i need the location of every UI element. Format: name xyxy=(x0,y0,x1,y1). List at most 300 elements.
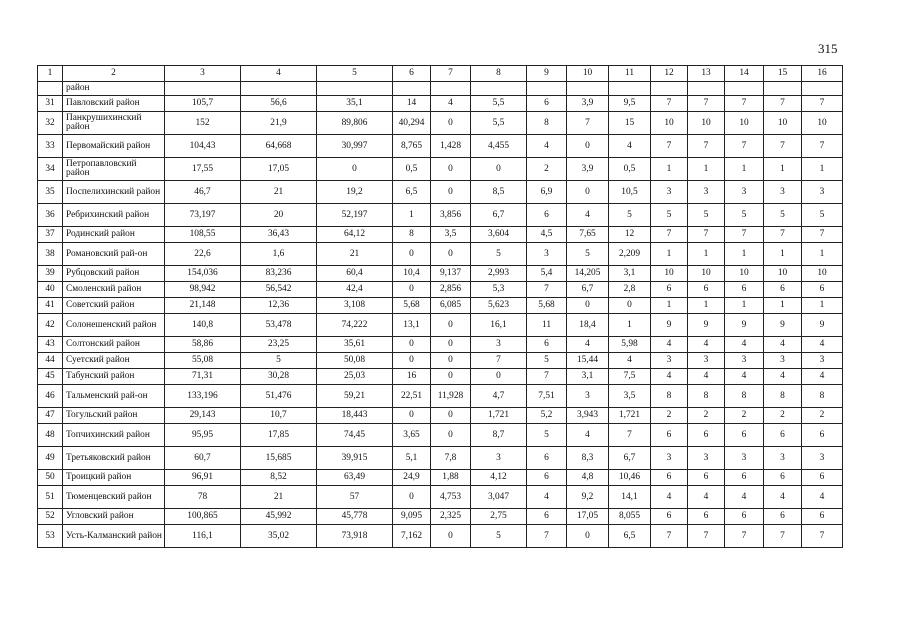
table-cell: 4 xyxy=(567,337,609,353)
table-cell: 7 xyxy=(764,227,802,243)
table-cell: 5 xyxy=(317,66,393,82)
table-cell: 5,623 xyxy=(471,298,527,314)
table-cell: 6 xyxy=(527,470,567,486)
table-cell: 6 xyxy=(725,282,764,298)
table-cell: 12,36 xyxy=(241,298,317,314)
table-cell: 7 xyxy=(764,135,802,158)
table-cell: 9 xyxy=(802,314,843,337)
table-cell: 32 xyxy=(38,112,63,135)
table-cell: 7 xyxy=(651,227,688,243)
table-cell: 100,865 xyxy=(165,509,241,525)
table-cell: 105,7 xyxy=(165,96,241,112)
table-cell: Романовский рай-он xyxy=(63,243,165,266)
table-cell: 4 xyxy=(764,486,802,509)
table-cell: 7 xyxy=(802,96,843,112)
table-cell: 8 xyxy=(725,385,764,408)
table-cell: 24,9 xyxy=(393,470,431,486)
table-cell: 8 xyxy=(393,227,431,243)
table-cell: 5,1 xyxy=(393,447,431,470)
table-cell xyxy=(241,82,317,96)
table-cell: 9 xyxy=(651,314,688,337)
table-cell: 17,05 xyxy=(241,158,317,181)
table-cell: 0 xyxy=(393,486,431,509)
table-cell: 7 xyxy=(527,282,567,298)
table-cell: 7 xyxy=(764,525,802,548)
table-cell: 5,2 xyxy=(527,408,567,424)
table-body xyxy=(38,66,843,548)
table-cell: 0 xyxy=(431,337,471,353)
table-cell: 15 xyxy=(609,112,651,135)
table-cell: 108,55 xyxy=(165,227,241,243)
table-cell: 52 xyxy=(38,509,63,525)
table-cell: 1 xyxy=(764,158,802,181)
table-cell: 15,685 xyxy=(241,447,317,470)
table-cell: 7 xyxy=(688,135,725,158)
table-cell: 9 xyxy=(725,314,764,337)
table-cell: 6 xyxy=(764,424,802,447)
table-cell xyxy=(802,82,843,96)
table-cell: 3 xyxy=(802,353,843,369)
table-cell: 6 xyxy=(651,282,688,298)
table-row xyxy=(38,470,843,486)
table-cell: 4 xyxy=(651,337,688,353)
table-cell: 83,236 xyxy=(241,266,317,282)
table-cell: 36,43 xyxy=(241,227,317,243)
table-cell: 0 xyxy=(431,369,471,385)
table-cell: 7 xyxy=(725,525,764,548)
table-cell xyxy=(764,82,802,96)
table-cell: 1 xyxy=(802,298,843,314)
table-cell: 74,45 xyxy=(317,424,393,447)
table-cell: 4 xyxy=(567,424,609,447)
table-cell: 0,5 xyxy=(393,158,431,181)
table-row xyxy=(38,227,843,243)
table-cell: 6 xyxy=(651,509,688,525)
table-cell: 3,856 xyxy=(431,204,471,227)
table-cell: 44 xyxy=(38,353,63,369)
table-cell: 23,25 xyxy=(241,337,317,353)
table-cell: Советский район xyxy=(63,298,165,314)
table-cell: 3 xyxy=(725,447,764,470)
table-cell: 9,5 xyxy=(609,96,651,112)
table-cell: 21,148 xyxy=(165,298,241,314)
table-cell: 0 xyxy=(431,181,471,204)
table-cell: 5 xyxy=(725,204,764,227)
table-row xyxy=(38,353,843,369)
table-cell: 2 xyxy=(63,66,165,82)
table-cell: 10,5 xyxy=(609,181,651,204)
table-cell: 6 xyxy=(393,66,431,82)
table-cell: 4 xyxy=(527,135,567,158)
table-cell: 10 xyxy=(725,112,764,135)
table-cell: 8,765 xyxy=(393,135,431,158)
table-cell: Петропавловский район xyxy=(63,158,165,181)
table-cell: 98,942 xyxy=(165,282,241,298)
table-cell: 0 xyxy=(567,181,609,204)
table-row xyxy=(38,369,843,385)
table-cell: 5 xyxy=(609,204,651,227)
table-cell: 2 xyxy=(802,408,843,424)
table-cell: 63,49 xyxy=(317,470,393,486)
table-cell: 2 xyxy=(688,408,725,424)
table-cell: 45,778 xyxy=(317,509,393,525)
table-cell: 2,209 xyxy=(609,243,651,266)
table-cell: 3,5 xyxy=(609,385,651,408)
table-cell: 21 xyxy=(317,243,393,266)
table-cell: 46 xyxy=(38,385,63,408)
table-cell: 9,2 xyxy=(567,486,609,509)
table-cell: 1 xyxy=(802,243,843,266)
table-cell: 64,12 xyxy=(317,227,393,243)
table-cell: 55,08 xyxy=(165,353,241,369)
table-cell: 5 xyxy=(802,204,843,227)
table-cell: 4,8 xyxy=(567,470,609,486)
table-cell: 4 xyxy=(725,369,764,385)
table-row xyxy=(38,525,843,548)
table-cell: 2,325 xyxy=(431,509,471,525)
table-cell: 3 xyxy=(567,385,609,408)
table-cell: 6 xyxy=(527,509,567,525)
table-cell: 52,197 xyxy=(317,204,393,227)
table-cell: 3 xyxy=(651,353,688,369)
table-cell: 7,8 xyxy=(431,447,471,470)
table-cell: Ребрихинский район xyxy=(63,204,165,227)
table-cell: 6 xyxy=(802,282,843,298)
table-cell: 7 xyxy=(725,96,764,112)
table-cell: 4 xyxy=(567,204,609,227)
table-cell: Поспелихинский район xyxy=(63,181,165,204)
table-cell: 3 xyxy=(527,243,567,266)
table-cell: 0 xyxy=(471,158,527,181)
table-cell: 4,5 xyxy=(527,227,567,243)
table-cell: 74,222 xyxy=(317,314,393,337)
table-cell: 7 xyxy=(527,369,567,385)
table-cell: 57 xyxy=(317,486,393,509)
table-cell: 16 xyxy=(393,369,431,385)
table-cell: 7 xyxy=(471,353,527,369)
table-cell: 7 xyxy=(651,96,688,112)
table-cell: 0 xyxy=(431,158,471,181)
table-cell: 8,5 xyxy=(471,181,527,204)
table-cell: 45 xyxy=(38,369,63,385)
table-row xyxy=(38,158,843,181)
table-row xyxy=(38,266,843,282)
table-cell: 3,9 xyxy=(567,158,609,181)
table-cell: 45,992 xyxy=(241,509,317,525)
table-cell: 73,918 xyxy=(317,525,393,548)
table-cell: 5,68 xyxy=(393,298,431,314)
table-cell: 10 xyxy=(688,112,725,135)
table-cell: 3 xyxy=(764,353,802,369)
table-cell: 5 xyxy=(471,243,527,266)
table-cell: 4 xyxy=(431,96,471,112)
table-cell: 47 xyxy=(38,408,63,424)
table-cell: 6 xyxy=(802,470,843,486)
table-cell: 2 xyxy=(651,408,688,424)
table-cell: 8 xyxy=(651,385,688,408)
continuation-row xyxy=(38,82,843,96)
table-cell: 1 xyxy=(688,158,725,181)
table-cell: 30,997 xyxy=(317,135,393,158)
table-row xyxy=(38,96,843,112)
table-cell: 12 xyxy=(651,66,688,82)
table-cell: 10,4 xyxy=(393,266,431,282)
table-cell: 10 xyxy=(802,112,843,135)
table-cell: 1,88 xyxy=(431,470,471,486)
table-cell: 4 xyxy=(241,66,317,82)
table-cell: 3 xyxy=(471,337,527,353)
table-cell: 1,6 xyxy=(241,243,317,266)
table-cell: 6,5 xyxy=(609,525,651,548)
table-cell: 10 xyxy=(764,112,802,135)
table-cell: Суетский район xyxy=(63,353,165,369)
table-cell: 3,65 xyxy=(393,424,431,447)
table-cell: 5,68 xyxy=(527,298,567,314)
table-cell: 8 xyxy=(471,66,527,82)
table-cell: Топчихинский район xyxy=(63,424,165,447)
table-cell: 12 xyxy=(609,227,651,243)
table-cell: 25,03 xyxy=(317,369,393,385)
table-cell: 6,9 xyxy=(527,181,567,204)
table-cell: 6 xyxy=(688,470,725,486)
table-cell: 4 xyxy=(651,486,688,509)
table-cell: 10 xyxy=(651,112,688,135)
table-cell: 7 xyxy=(609,424,651,447)
table-cell: 71,31 xyxy=(165,369,241,385)
table-cell xyxy=(527,82,567,96)
table-cell: 2,993 xyxy=(471,266,527,282)
table-cell: 20 xyxy=(241,204,317,227)
table-cell: 35 xyxy=(38,181,63,204)
table-cell: Солтонский район xyxy=(63,337,165,353)
table-cell: 5 xyxy=(764,204,802,227)
table-cell: 5,3 xyxy=(471,282,527,298)
table-cell: 56,6 xyxy=(241,96,317,112)
table-cell: 1 xyxy=(651,298,688,314)
table-cell: 0 xyxy=(567,298,609,314)
table-cell: 38 xyxy=(38,243,63,266)
table-cell: 3 xyxy=(802,181,843,204)
table-cell xyxy=(165,82,241,96)
page-number: 315 xyxy=(818,41,838,56)
table-cell: 0 xyxy=(431,408,471,424)
table-cell: 9 xyxy=(764,314,802,337)
table-cell xyxy=(38,82,63,96)
table-cell: 14 xyxy=(393,96,431,112)
table-cell: 10,46 xyxy=(609,470,651,486)
table-cell: 9 xyxy=(688,314,725,337)
table-cell: 50,08 xyxy=(317,353,393,369)
table-cell: 4 xyxy=(802,337,843,353)
table-cell: 2,856 xyxy=(431,282,471,298)
table-cell: 0 xyxy=(393,353,431,369)
table-cell: Солонешенский район xyxy=(63,314,165,337)
table-cell: 78 xyxy=(165,486,241,509)
table-cell: 10 xyxy=(688,266,725,282)
table-row xyxy=(38,112,843,135)
table-cell: 0 xyxy=(393,408,431,424)
table-row xyxy=(38,181,843,204)
table-cell: 1,721 xyxy=(471,408,527,424)
table-cell: 31 xyxy=(38,96,63,112)
table-cell: 15 xyxy=(764,66,802,82)
table-cell: 11,928 xyxy=(431,385,471,408)
table-cell: 21,9 xyxy=(241,112,317,135)
table-cell: 3 xyxy=(688,353,725,369)
table-cell: 49 xyxy=(38,447,63,470)
table-cell: 4 xyxy=(764,337,802,353)
table-cell: 7 xyxy=(725,227,764,243)
table-cell: 1 xyxy=(764,243,802,266)
table-cell: 4 xyxy=(802,486,843,509)
table-cell: 0 xyxy=(431,353,471,369)
table-cell: 4 xyxy=(527,486,567,509)
table-cell: 35,61 xyxy=(317,337,393,353)
table-cell: 133,196 xyxy=(165,385,241,408)
table-cell: 7 xyxy=(802,525,843,548)
table-cell: 1 xyxy=(38,66,63,82)
table-row xyxy=(38,509,843,525)
table-cell: 14,205 xyxy=(567,266,609,282)
table-cell xyxy=(567,82,609,96)
table-cell: 1,721 xyxy=(609,408,651,424)
table-cell: 0 xyxy=(393,282,431,298)
header-row xyxy=(38,66,843,82)
table-cell: 152 xyxy=(165,112,241,135)
table-cell: 56,542 xyxy=(241,282,317,298)
table-cell: 95,95 xyxy=(165,424,241,447)
table-cell: 1 xyxy=(725,298,764,314)
table-cell: 10 xyxy=(651,266,688,282)
table-cell: 19,2 xyxy=(317,181,393,204)
table-cell: 2,8 xyxy=(609,282,651,298)
table-cell: Троицкий район xyxy=(63,470,165,486)
table-cell: 8,7 xyxy=(471,424,527,447)
table-cell: 4,753 xyxy=(431,486,471,509)
table-cell: 0 xyxy=(567,525,609,548)
table-cell: 7 xyxy=(802,135,843,158)
table-cell: 22,6 xyxy=(165,243,241,266)
table-cell: 4 xyxy=(725,337,764,353)
table-cell: 29,143 xyxy=(165,408,241,424)
table-cell: 3 xyxy=(764,447,802,470)
table-cell: 34 xyxy=(38,158,63,181)
table-cell: Тальменский рай-он xyxy=(63,385,165,408)
table-cell: 13 xyxy=(688,66,725,82)
table-cell: 6,7 xyxy=(567,282,609,298)
table-cell: 0 xyxy=(431,243,471,266)
table-cell: 5,5 xyxy=(471,112,527,135)
table-row xyxy=(38,337,843,353)
table-cell: 53 xyxy=(38,525,63,548)
table-cell: 3 xyxy=(802,447,843,470)
table-cell: 1 xyxy=(609,314,651,337)
table-cell: 7 xyxy=(725,135,764,158)
table-cell: 5 xyxy=(471,525,527,548)
table-cell: 3 xyxy=(725,353,764,369)
table-cell: 6,7 xyxy=(609,447,651,470)
table-cell: 7 xyxy=(764,96,802,112)
table-row xyxy=(38,447,843,470)
table-cell xyxy=(725,82,764,96)
table-cell: 6 xyxy=(725,424,764,447)
table-cell: 6 xyxy=(527,96,567,112)
table-cell: 1 xyxy=(725,158,764,181)
table-cell: 8,3 xyxy=(567,447,609,470)
table-cell: 22,51 xyxy=(393,385,431,408)
table-cell: 43 xyxy=(38,337,63,353)
table-cell: 4,7 xyxy=(471,385,527,408)
table-cell: Родинский район xyxy=(63,227,165,243)
table-cell: 6 xyxy=(651,424,688,447)
table-cell: 10 xyxy=(567,66,609,82)
table-cell: 42,4 xyxy=(317,282,393,298)
table-cell: 1,428 xyxy=(431,135,471,158)
table-cell: Смоленский район xyxy=(63,282,165,298)
table-cell: 5,4 xyxy=(527,266,567,282)
table-cell: 6 xyxy=(764,509,802,525)
table-cell: 0 xyxy=(431,424,471,447)
table-cell: 2 xyxy=(725,408,764,424)
table-cell: 3 xyxy=(651,447,688,470)
table-cell: 17,05 xyxy=(567,509,609,525)
table-cell: 39,915 xyxy=(317,447,393,470)
table-cell: 3 xyxy=(651,181,688,204)
table-cell: 0 xyxy=(431,112,471,135)
table-cell: район xyxy=(63,82,165,96)
table-row xyxy=(38,408,843,424)
table-cell: 3 xyxy=(688,447,725,470)
table-cell: 48 xyxy=(38,424,63,447)
table-cell: 14 xyxy=(725,66,764,82)
table-cell: 6 xyxy=(651,470,688,486)
table-cell: 1 xyxy=(688,298,725,314)
table-cell: 11 xyxy=(609,66,651,82)
table-cell: 50 xyxy=(38,470,63,486)
table-cell: 4,12 xyxy=(471,470,527,486)
table-cell: 13,1 xyxy=(393,314,431,337)
table-cell: 1 xyxy=(651,158,688,181)
table-row xyxy=(38,298,843,314)
table-cell: 0 xyxy=(393,243,431,266)
table-cell: 60,7 xyxy=(165,447,241,470)
table-cell xyxy=(431,82,471,96)
table-cell: 1 xyxy=(651,243,688,266)
data-table xyxy=(37,65,843,548)
table-cell: 4 xyxy=(609,353,651,369)
table-cell: 116,1 xyxy=(165,525,241,548)
table-cell: 4 xyxy=(688,369,725,385)
table-cell: 6,085 xyxy=(431,298,471,314)
table-cell: 39 xyxy=(38,266,63,282)
table-cell: 0 xyxy=(317,158,393,181)
table-cell: 3,943 xyxy=(567,408,609,424)
table-cell: 1 xyxy=(802,158,843,181)
table-cell: 6 xyxy=(527,204,567,227)
table-cell: 3 xyxy=(725,181,764,204)
table-cell: 53,478 xyxy=(241,314,317,337)
table-cell: 6 xyxy=(527,447,567,470)
table-row xyxy=(38,314,843,337)
table-cell: 46,7 xyxy=(165,181,241,204)
table-cell: 6 xyxy=(688,282,725,298)
table-cell: 3,1 xyxy=(609,266,651,282)
table-cell: 59,21 xyxy=(317,385,393,408)
table-cell: 21 xyxy=(241,486,317,509)
table-cell: 104,43 xyxy=(165,135,241,158)
table-row xyxy=(38,135,843,158)
table-cell: 10 xyxy=(802,266,843,282)
